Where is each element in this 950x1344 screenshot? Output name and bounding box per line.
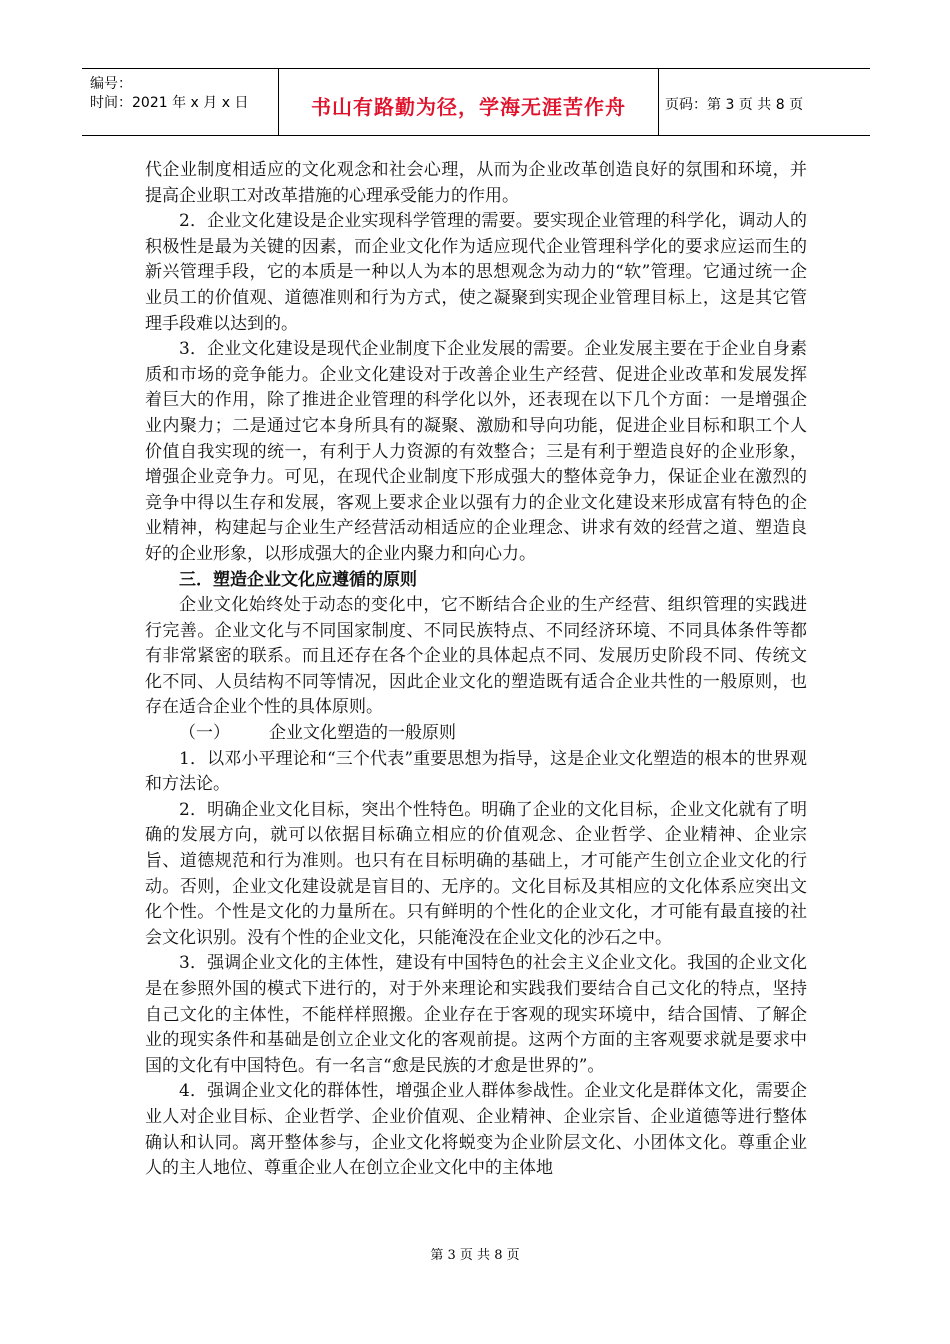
section-heading: 三．塑造企业文化应遵循的原则 [179, 569, 417, 590]
header-divider [658, 69, 659, 136]
paragraph: 3．强调企业文化的主体性，建设有中国特色的社会主义企业文化。我国的企业文化是在参照外国的模式下进行的，对于外来理论和实践我们要结合自己文化的特点，坚持自己文化的主体性，不能样样照搬。企业存在于客观的现实环境中，结合国情、了解企业的现实条件和基础是创立企业文化的客观前提。这两个方面的主客观要求就是要求中国的文化有中国特色。有一名言“愈是民族的才愈是世界的”。 [145, 953, 807, 1076]
subsection-number: （一） [179, 723, 230, 744]
paragraph: 3．企业文化建设是现代企业制度下企业发展的需要。企业发展主要在于企业自身素质和市场的竞争能力。企业文化建设对于改善企业生产经营、促进企业改革和发展发挥着巨大的作用，除了推进企业管理的科学化以外，还表现在以下几个方面：一是增强企业内聚力；二是通过它本身所具有的凝聚、激励和导向功能，促进企业目标和职工个人价值自我实现的统一，有利于人力资源的有效整合；三是有利于塑造良好的企业形象，增强企业竞争力。可见，在现代企业制度下形成强大的整体竞争力，保证企业在激烈的竞争中得以生存和发展，客观上要求企业以强有力的企业文化建设来形成富有特色的企业精神，构建起与企业生产经营活动相适应的企业理念、讲求有效的经营之道、塑造良好的企业形象，以形成强大的企业内聚力和向心力。 [145, 339, 807, 564]
subsection-title: 企业文化塑造的一般原则 [269, 723, 456, 744]
header-number-label: 编号： [90, 76, 132, 92]
header-page-info: 页码：第 3 页 共 8 页 [665, 97, 804, 113]
page-footer: 第 3 页 共 8 页 [430, 1248, 520, 1263]
header-motto: 书山有路勤为径，学海无涯苦作舟 [311, 95, 626, 119]
subsection-heading [145, 721, 807, 747]
page-header [82, 68, 870, 136]
header-time-label: 时间：2021 年 x 月 x 日 [90, 95, 249, 111]
paragraph: 企业文化始终处于动态的变化中，它不断结合企业的生产经营、组织管理的实践进行完善。企业文化与不同国家制度、不同民族特点、不同经济环境、不同具体条件等都有非常紧密的联系。而且还存在各个企业的具体起点不同、发展历史阶段不同、传统文化不同、人员结构不同等情况，因此企业文化的塑造既有适合企业共性的一般原则，也存在适合企业个性的具体原则。 [145, 595, 807, 718]
paragraph: 2．明确企业文化目标，突出个性特色。明确了企业的文化目标，企业文化就有了明确的发展方向，就可以依据目标确立相应的价值观念、企业哲学、企业精神、企业宗旨、道德规范和行为准则。也只有在目标明确的基础上，才可能产生创立企业文化的行动。否则，企业文化建设就是盲目的、无序的。文化目标及其相应的文化体系应突出文化个性。个性是文化的力量所在。只有鲜明的个性化的企业文化，才可能有最直接的社会文化识别。没有个性的企业文化，只能淹没在企业文化的沙石之中。 [145, 799, 807, 948]
header-meta [90, 75, 248, 113]
paragraph: 2．企业文化建设是企业实现科学管理的需要。要实现企业管理的科学化，调动人的积极性是最为关键的因素，而企业文化作为适应现代企业管理科学化的要求应运而生的新兴管理手段，它的本质是一种以人为本的思想观念为动力的“软”管理。它通过统一企业员工的价值观、道德准则和行为方式，使之凝聚到实现企业管理目标上，这是其它管理手段难以达到的。 [145, 211, 807, 334]
document-body [145, 158, 807, 1182]
paragraph: 1．以邓小平理论和“三个代表”重要思想为指导，这是企业文化塑造的根本的世界观和方法论。 [145, 748, 807, 795]
paragraph: 4．强调企业文化的群体性，增强企业人群体参战性。企业文化是群体文化，需要企业人对企业目标、企业哲学、企业价值观、企业精神、企业宗旨、企业道德等进行整体确认和认同。离开整体参与，企业文化将蜕变为企业阶层文化、小团体文化。尊重企业人的主人地位、尊重企业人在创立企业文化中的主体地 [145, 1081, 807, 1179]
paragraph: 代企业制度相适应的文化观念和社会心理，从而为企业改革创造良好的氛围和环境，并提高企业职工对改革措施的心理承受能力的作用。 [145, 160, 807, 206]
